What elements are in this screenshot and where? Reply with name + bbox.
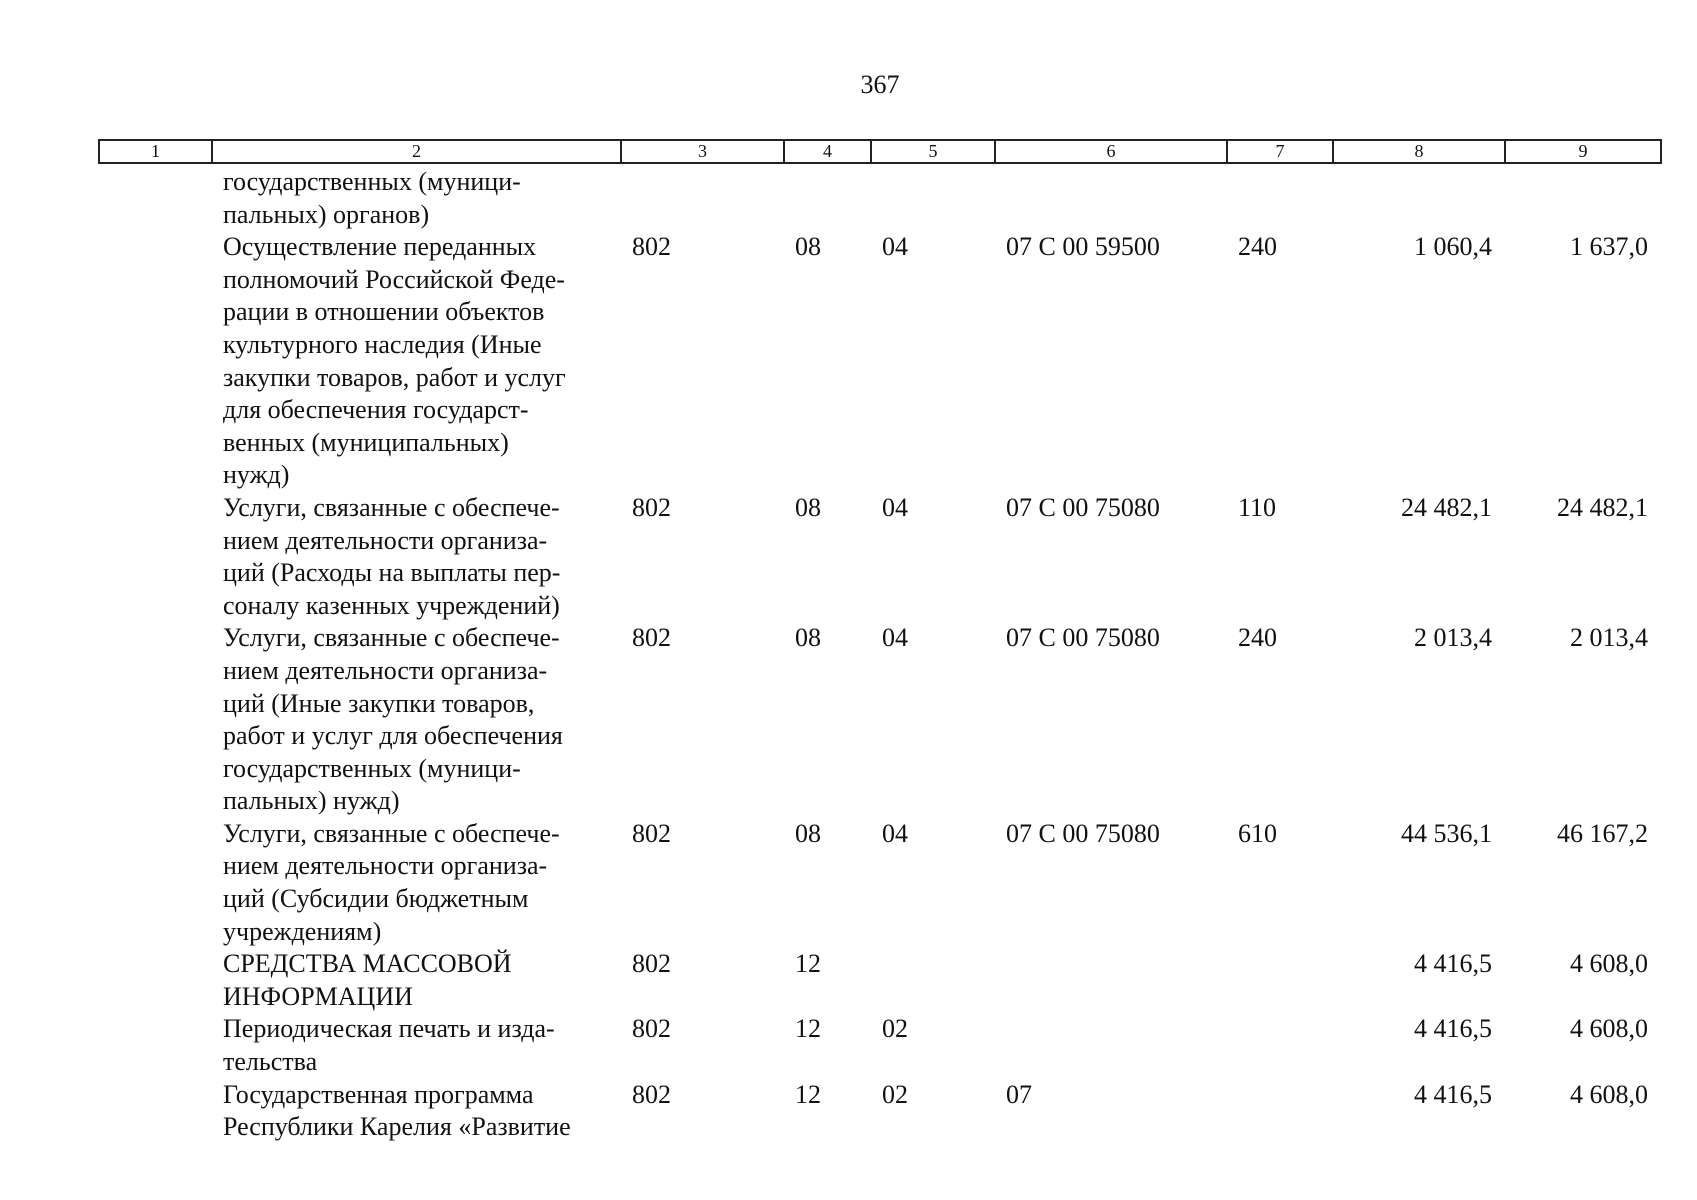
cell-col-1	[98, 622, 211, 818]
table-row	[98, 166, 1660, 231]
cell-expense-type-code	[1226, 166, 1332, 231]
cell-expense-name	[211, 818, 620, 948]
cell-target-article-code: 07 С 00 75080	[1006, 818, 1160, 848]
cell-ministry-code: 802	[632, 1079, 671, 1109]
cell-amount-year-1: 4 416,5	[1414, 1079, 1492, 1109]
expense-name-line: ций (Иные закупки товаров,	[223, 688, 535, 718]
cell-expense-name	[211, 948, 620, 1013]
cell-expense-name	[211, 166, 620, 231]
cell-ministry-code: 802	[632, 1014, 671, 1044]
column-header-4: 4	[784, 140, 871, 163]
cell-amount-year-1: 44 536,1	[1401, 818, 1492, 848]
cell-col-1	[98, 166, 211, 231]
cell-ministry-code: 802	[632, 949, 671, 979]
expense-name-line: учреждениям)	[223, 916, 382, 946]
cell-subsection-code: 04	[882, 623, 908, 653]
table-row	[98, 1079, 1660, 1144]
expense-name-line: нием деятельности организа-	[223, 655, 548, 685]
expense-name-line: культурного наследия (Иные	[223, 329, 542, 359]
cell-col-1	[98, 948, 211, 1013]
expense-name-line: соналу казенных учреждений)	[223, 590, 560, 620]
table-row	[98, 622, 1660, 818]
expense-name-line: Услуги, связанные с обеспече-	[223, 818, 560, 848]
cell-section-code: 08	[795, 232, 821, 262]
cell-amount-year-2: 24 482,1	[1557, 492, 1648, 522]
cell-amount-year-1: 24 482,1	[1401, 492, 1492, 522]
cell-expense-name	[211, 1013, 620, 1078]
cell-section-code: 08	[795, 818, 821, 848]
expense-name-line: пальных) нужд)	[223, 786, 400, 816]
expense-name-line: нием деятельности организа-	[223, 525, 548, 555]
column-header-1: 1	[99, 140, 212, 163]
cell-expense-type-code: 610	[1238, 818, 1277, 848]
cell-expense-name	[211, 492, 620, 622]
cell-amount-year-1: 4 416,5	[1414, 1014, 1492, 1044]
expense-name-line: Осуществление переданных	[223, 232, 537, 262]
cell-amount-year-2: 4 608,0	[1570, 949, 1648, 979]
cell-subsection-code: 04	[882, 818, 908, 848]
cell-target-article-code: 07 С 00 59500	[1006, 232, 1160, 262]
expense-name-line: СРЕДСТВА МАССОВОЙ	[223, 949, 512, 979]
expense-name-line: венных (муниципальных)	[223, 427, 509, 457]
page-number: 367	[860, 70, 900, 99]
expense-name-line: Периодическая печать и изда-	[223, 1014, 555, 1044]
expense-name-line: Услуги, связанные с обеспече-	[223, 623, 560, 653]
cell-amount-year-1: 4 416,5	[1414, 949, 1492, 979]
column-header-6: 6	[995, 140, 1227, 163]
expense-name-line: ций (Расходы на выплаты пер-	[223, 558, 561, 588]
column-header-7: 7	[1227, 140, 1333, 163]
cell-amount-year-2: 46 167,2	[1557, 818, 1648, 848]
cell-subsection-code	[870, 948, 994, 1013]
cell-ministry-code: 802	[632, 492, 671, 522]
cell-subsection-code	[870, 166, 994, 231]
cell-expense-type-code	[1226, 948, 1332, 1013]
expense-name-line: работ и услуг для обеспечения	[223, 721, 563, 751]
cell-expense-name	[211, 231, 620, 492]
cell-target-article-code	[994, 1013, 1226, 1078]
cell-expense-type-code: 240	[1238, 232, 1277, 262]
cell-amount-year-2: 4 608,0	[1570, 1079, 1648, 1109]
cell-col-1	[98, 1013, 211, 1078]
column-header-2: 2	[212, 140, 621, 163]
cell-subsection-code: 02	[882, 1014, 908, 1044]
cell-expense-type-code	[1226, 1079, 1332, 1144]
cell-amount-year-2	[1504, 166, 1660, 231]
column-header-5: 5	[871, 140, 995, 163]
cell-amount-year-2: 4 608,0	[1570, 1014, 1648, 1044]
cell-amount-year-1	[1332, 166, 1504, 231]
table-row	[98, 492, 1660, 622]
cell-expense-type-code: 110	[1238, 492, 1277, 522]
expense-name-line: Республики Карелия «Развитие	[223, 1112, 571, 1142]
cell-section-code: 08	[795, 492, 821, 522]
budget-table	[98, 166, 1660, 1144]
cell-ministry-code: 802	[632, 818, 671, 848]
table-row	[98, 948, 1660, 1013]
expense-name-line: нием деятельности организа-	[223, 851, 548, 881]
cell-expense-name	[211, 622, 620, 818]
cell-amount-year-1: 2 013,4	[1414, 623, 1492, 653]
expense-name-line: закупки товаров, работ и услуг	[223, 362, 566, 392]
cell-amount-year-2: 2 013,4	[1570, 623, 1648, 653]
cell-section-code: 12	[795, 1014, 821, 1044]
cell-amount-year-1: 1 060,4	[1414, 232, 1492, 262]
cell-ministry-code	[620, 166, 783, 231]
budget-table-body	[98, 166, 1660, 1144]
cell-expense-name	[211, 1079, 620, 1144]
cell-section-code: 12	[795, 949, 821, 979]
column-header-9: 9	[1505, 140, 1661, 163]
expense-name-line: Государственная программа	[223, 1079, 534, 1109]
cell-amount-year-2: 1 637,0	[1570, 232, 1648, 262]
cell-target-article-code: 07 С 00 75080	[1006, 623, 1160, 653]
column-number-header	[98, 139, 1662, 164]
expense-name-line: нужд)	[223, 460, 290, 490]
cell-expense-type-code	[1226, 1013, 1332, 1078]
table-row	[98, 818, 1660, 948]
cell-col-1	[98, 1079, 211, 1144]
cell-section-code	[783, 166, 870, 231]
cell-subsection-code: 04	[882, 232, 908, 262]
cell-target-article-code	[994, 948, 1226, 1013]
expense-name-line: государственных (муници-	[223, 753, 521, 783]
cell-target-article-code	[994, 166, 1226, 231]
cell-ministry-code: 802	[632, 623, 671, 653]
cell-col-1	[98, 231, 211, 492]
cell-section-code: 08	[795, 623, 821, 653]
cell-subsection-code: 02	[882, 1079, 908, 1109]
cell-target-article-code: 07 С 00 75080	[1006, 492, 1160, 522]
cell-expense-type-code: 240	[1238, 623, 1277, 653]
expense-name-line: ций (Субсидии бюджетным	[223, 884, 529, 914]
column-header-3: 3	[621, 140, 784, 163]
column-header-8: 8	[1333, 140, 1505, 163]
expense-name-line: ИНФОРМАЦИИ	[223, 981, 413, 1011]
cell-ministry-code: 802	[632, 232, 671, 262]
cell-col-1	[98, 818, 211, 948]
expense-name-line: государственных (муници-	[223, 167, 521, 196]
expense-name-line: полномочий Российской Феде-	[223, 264, 565, 294]
cell-target-article-code: 07	[1006, 1079, 1032, 1109]
cell-col-1	[98, 492, 211, 622]
expense-name-line: для обеспечения государст-	[223, 395, 529, 425]
cell-subsection-code: 04	[882, 492, 908, 522]
expense-name-line: Услуги, связанные с обеспече-	[223, 492, 560, 522]
table-row	[98, 1013, 1660, 1078]
expense-name-line: тельства	[223, 1047, 318, 1077]
expense-name-line: рации в отношении объектов	[223, 297, 545, 327]
table-row	[98, 231, 1660, 492]
expense-name-line: пальных) органов)	[223, 199, 430, 229]
cell-section-code: 12	[795, 1079, 821, 1109]
